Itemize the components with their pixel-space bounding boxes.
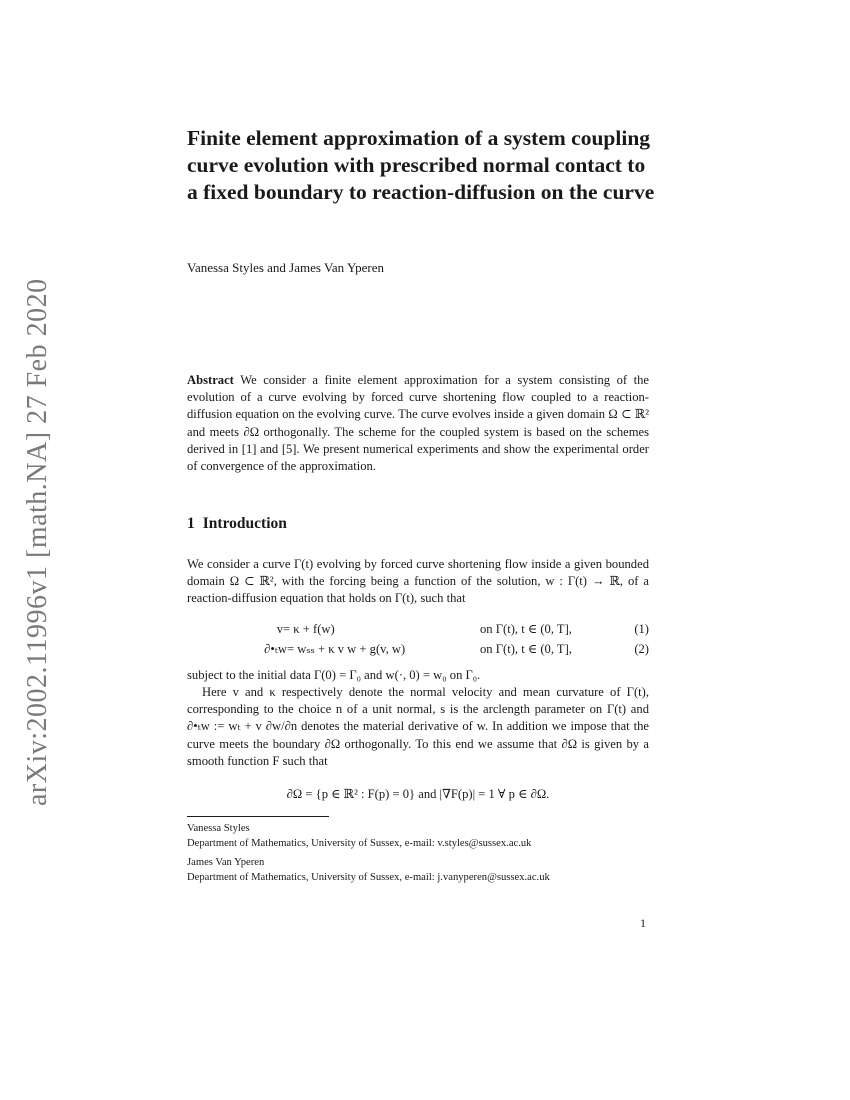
- section-number: 1: [187, 515, 195, 532]
- footnote-author-2-affiliation: Department of Mathematics, University of Sussex, e-mail: j.vanyperen@sussex.ac.uk: [187, 871, 550, 883]
- equation-2-condition: on Γ(t), t ∈ (0, T],: [480, 642, 572, 656]
- boundary-equation: ∂Ω = {p ∈ ℝ² : F(p) = 0} and |∇F(p)| = 1 ∀ p ∈ ∂Ω.: [286, 787, 550, 801]
- footnote-author-1-name: Vanessa Styles: [187, 823, 250, 834]
- abstract: [187, 372, 649, 475]
- intro-paragraph-3: Here v and κ respectively denote the normal velocity and mean curvature of Γ(t), corresponding to the choice n of a unit normal, s is the arclength parameter on Γ(t) and ∂•ₜw := wₜ + v ∂w/∂n denotes the material derivative of w. In addition we impose that the curve meets the boundary ∂Ω orthogonally. To this end we assume that ∂Ω is given by a smooth function F such that: [187, 685, 649, 768]
- page-number: 1: [640, 916, 646, 930]
- footnote-author-1: [187, 822, 657, 851]
- footnote-author-2: [187, 856, 657, 885]
- equation-1: [187, 619, 649, 639]
- equation-1-rhs: = κ + f(w): [283, 622, 335, 636]
- abstract-text: We consider a finite element approximation for a system consisting of the evolution of a curve evolving by forced curve shortening flow coupled to a reaction-diffusion equation on the evolving curve. The curve evolves inside a given domain Ω ⊂ ℝ² and meets ∂Ω orthogonally. The scheme for the coupled system is based on the schemes derived in [1] and [5]. We present numerical experiments and show the experimental order of convergence of the approximation.: [187, 373, 650, 474]
- intro-paragraph-2: subject to the initial data Γ(0) = Γ₀ and w(·, 0) = w₀ on Γ₀.: [187, 668, 481, 682]
- footnote-author-1-affiliation: Department of Mathematics, University of Sussex, e-mail: v.styles@sussex.ac.uk: [187, 837, 532, 849]
- equation-2: [187, 639, 649, 659]
- equation-2-lhs: ∂•ₜw: [264, 642, 287, 656]
- footnote-rule: [187, 816, 329, 817]
- section-heading: [187, 515, 287, 533]
- equation-2-number: (2): [634, 642, 649, 656]
- arxiv-identifier: arXiv:2002.11996v1 [math.NA] 27 Feb 2020: [22, 278, 53, 806]
- section-title: Introduction: [202, 515, 287, 532]
- footnote-author-2-name: James Van Yperen: [187, 857, 265, 868]
- equation-1-number: (1): [634, 622, 649, 636]
- paper-title: Finite element approximation of a system coupling curve evolution with prescribed normal contact to a fixed boundary to reaction-diffusion on the curve: [187, 126, 655, 204]
- paper-authors: Vanessa Styles and James Van Yperen: [187, 260, 385, 275]
- abstract-label: Abstract: [187, 373, 234, 387]
- equation-1-lhs: v: [276, 622, 283, 636]
- equation-1-condition: on Γ(t), t ∈ (0, T],: [480, 622, 572, 636]
- intro-paragraph-1: We consider a curve Γ(t) evolving by forced curve shortening flow inside a given bounded domain Ω ⊂ ℝ², with the forcing being a function of the solution, w : Γ(t) → ℝ, of a reaction-diffusion equation that holds on Γ(t), such that: [187, 557, 649, 606]
- equation-2-rhs: = wₛₛ + κ v w + g(v, w): [287, 642, 406, 656]
